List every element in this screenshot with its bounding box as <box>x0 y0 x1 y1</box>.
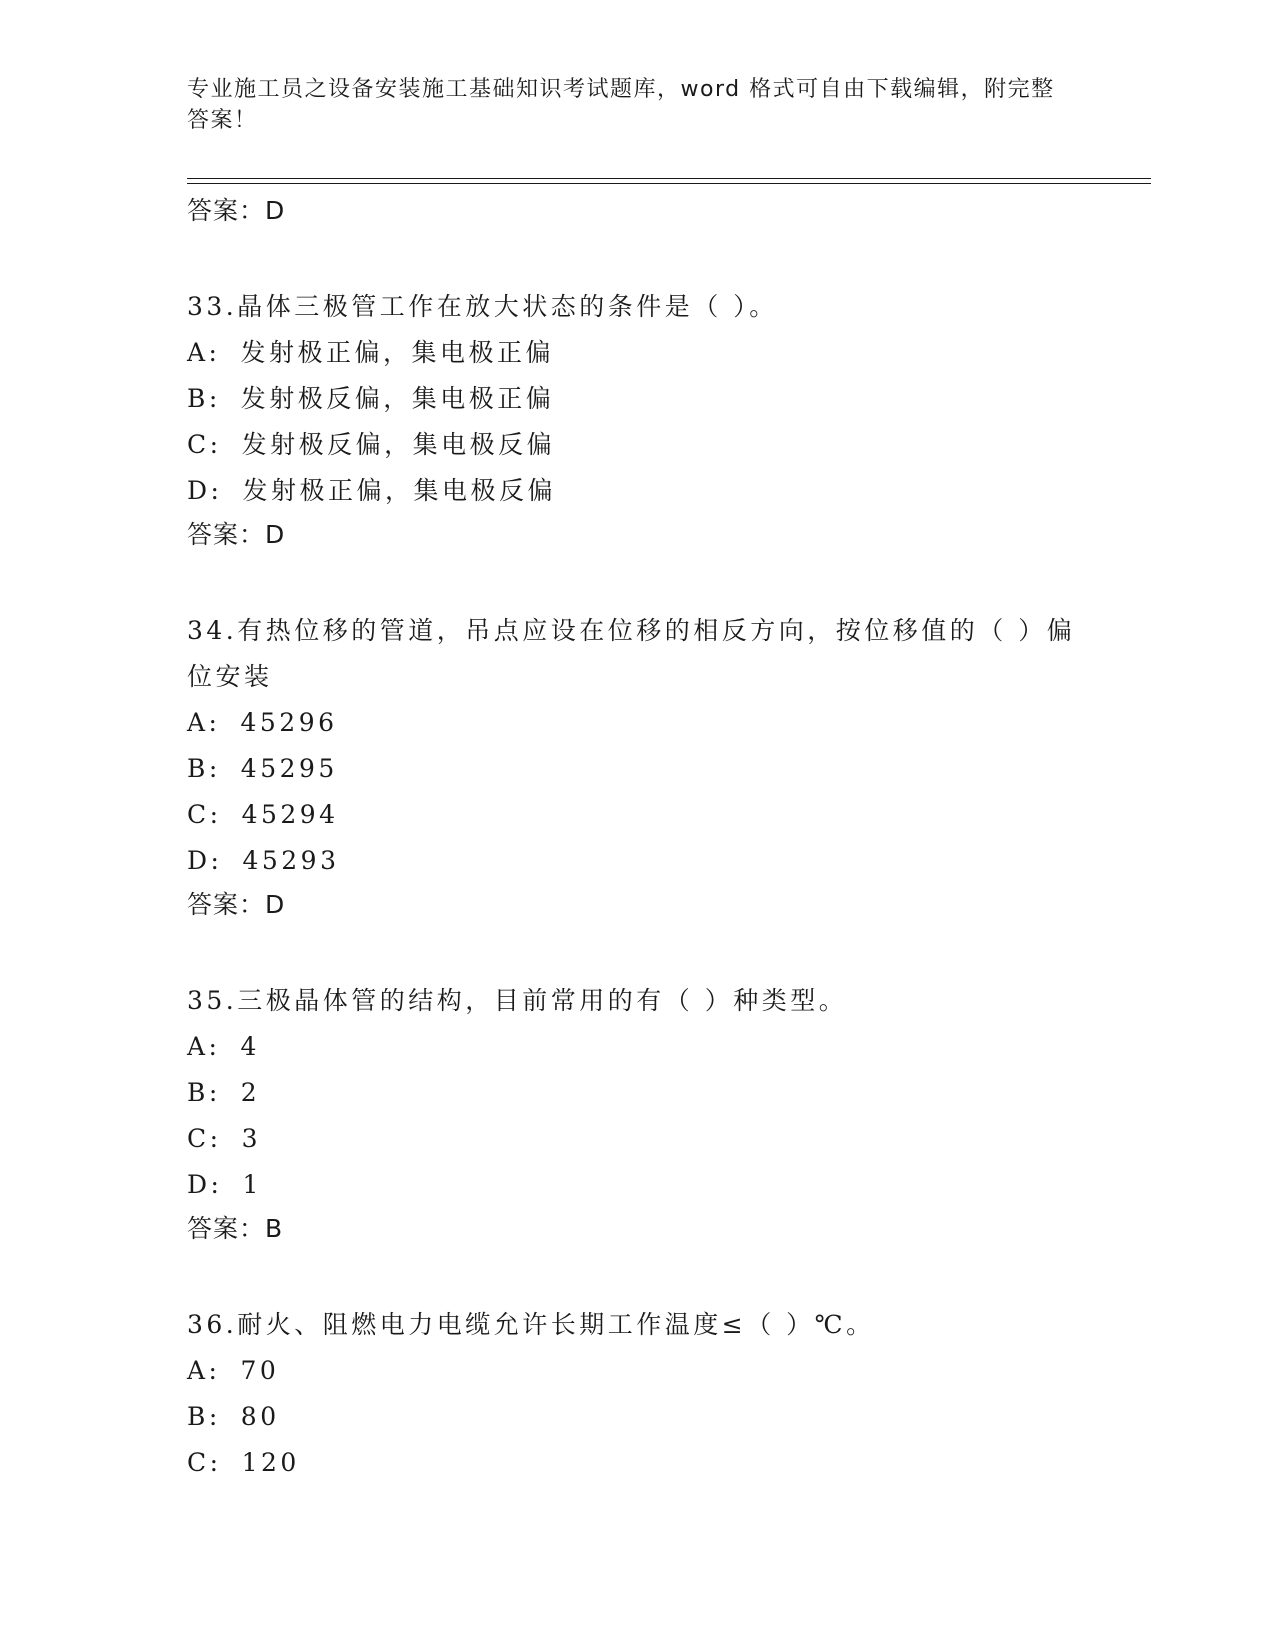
option-text: 80 <box>240 1402 280 1431</box>
option-letter: B: <box>187 1402 221 1431</box>
option-a <box>187 1024 1087 1070</box>
option-text: 70 <box>240 1356 280 1385</box>
question-answer: 答案：D <box>187 890 286 919</box>
option-d <box>187 1162 1087 1208</box>
spacer <box>187 1250 1087 1302</box>
option-letter: B: <box>187 1078 221 1107</box>
option-letter: A: <box>187 708 221 737</box>
option-letter: D: <box>187 1170 223 1199</box>
option-b <box>187 1394 1087 1440</box>
question-list <box>187 190 1087 1486</box>
option-letter: D: <box>187 476 223 505</box>
option-letter: B: <box>187 384 221 413</box>
spacer <box>187 232 1087 284</box>
question-block <box>187 284 1087 556</box>
option-c <box>187 1440 1087 1486</box>
question-stem: 36.耐火、阻燃电力电缆允许长期工作温度≤（ ）℃。 <box>187 1310 875 1339</box>
question-stem: 35.三极晶体管的结构，目前常用的有（ ）种类型。 <box>187 986 848 1015</box>
question-block <box>187 608 1087 926</box>
option-text: 发射极反偏，集电极正偏 <box>240 384 555 413</box>
option-letter: A: <box>187 1356 221 1385</box>
header-rule-thin <box>187 183 1151 184</box>
option-a <box>187 1348 1087 1394</box>
option-text: 发射极正偏，集电极反偏 <box>242 476 556 505</box>
option-text: 4 <box>240 1032 260 1061</box>
option-text: 45293 <box>242 846 340 875</box>
previous-answer: 答案：D <box>187 196 286 225</box>
option-text: 2 <box>240 1078 261 1107</box>
option-text: 120 <box>241 1448 300 1477</box>
option-letter: B: <box>187 754 221 783</box>
option-text: 发射极正偏，集电极正偏 <box>240 338 554 367</box>
spacer <box>187 926 1087 978</box>
option-letter: A: <box>187 338 221 367</box>
option-a <box>187 700 1087 746</box>
option-letter: A: <box>187 1032 221 1061</box>
question-block <box>187 978 1087 1250</box>
question-block <box>187 1302 1087 1486</box>
option-d <box>187 468 1087 514</box>
option-text: 1 <box>242 1170 262 1199</box>
question-stem: 33.晶体三极管工作在放大状态的条件是（ ）。 <box>187 292 778 321</box>
question-answer: 答案：B <box>187 1214 284 1243</box>
option-text: 45294 <box>241 800 339 829</box>
option-b <box>187 376 1087 422</box>
header-rule-thick <box>187 178 1151 179</box>
document-header: 专业施工员之设备安装施工基础知识考试题库，word 格式可自由下载编辑，附完整答案！ <box>187 77 1055 133</box>
option-letter: D: <box>187 846 223 875</box>
spacer <box>187 556 1087 608</box>
option-c <box>187 1116 1087 1162</box>
option-text: 45296 <box>240 708 338 737</box>
option-letter: C: <box>187 1448 222 1477</box>
option-b <box>187 746 1087 792</box>
option-letter: C: <box>187 430 222 459</box>
option-letter: C: <box>187 1124 222 1153</box>
option-c <box>187 792 1087 838</box>
question-answer: 答案：D <box>187 520 286 549</box>
option-d <box>187 838 1087 884</box>
option-c <box>187 422 1087 468</box>
option-b <box>187 1070 1087 1116</box>
option-letter: C: <box>187 800 222 829</box>
option-text: 3 <box>241 1124 261 1153</box>
option-text: 发射极反偏，集电极反偏 <box>241 430 556 459</box>
option-text: 45295 <box>240 754 338 783</box>
question-stem: 34.有热位移的管道，吊点应设在位移的相反方向，按位移值的（ ）偏位安装 <box>187 616 1076 691</box>
option-a <box>187 330 1087 376</box>
